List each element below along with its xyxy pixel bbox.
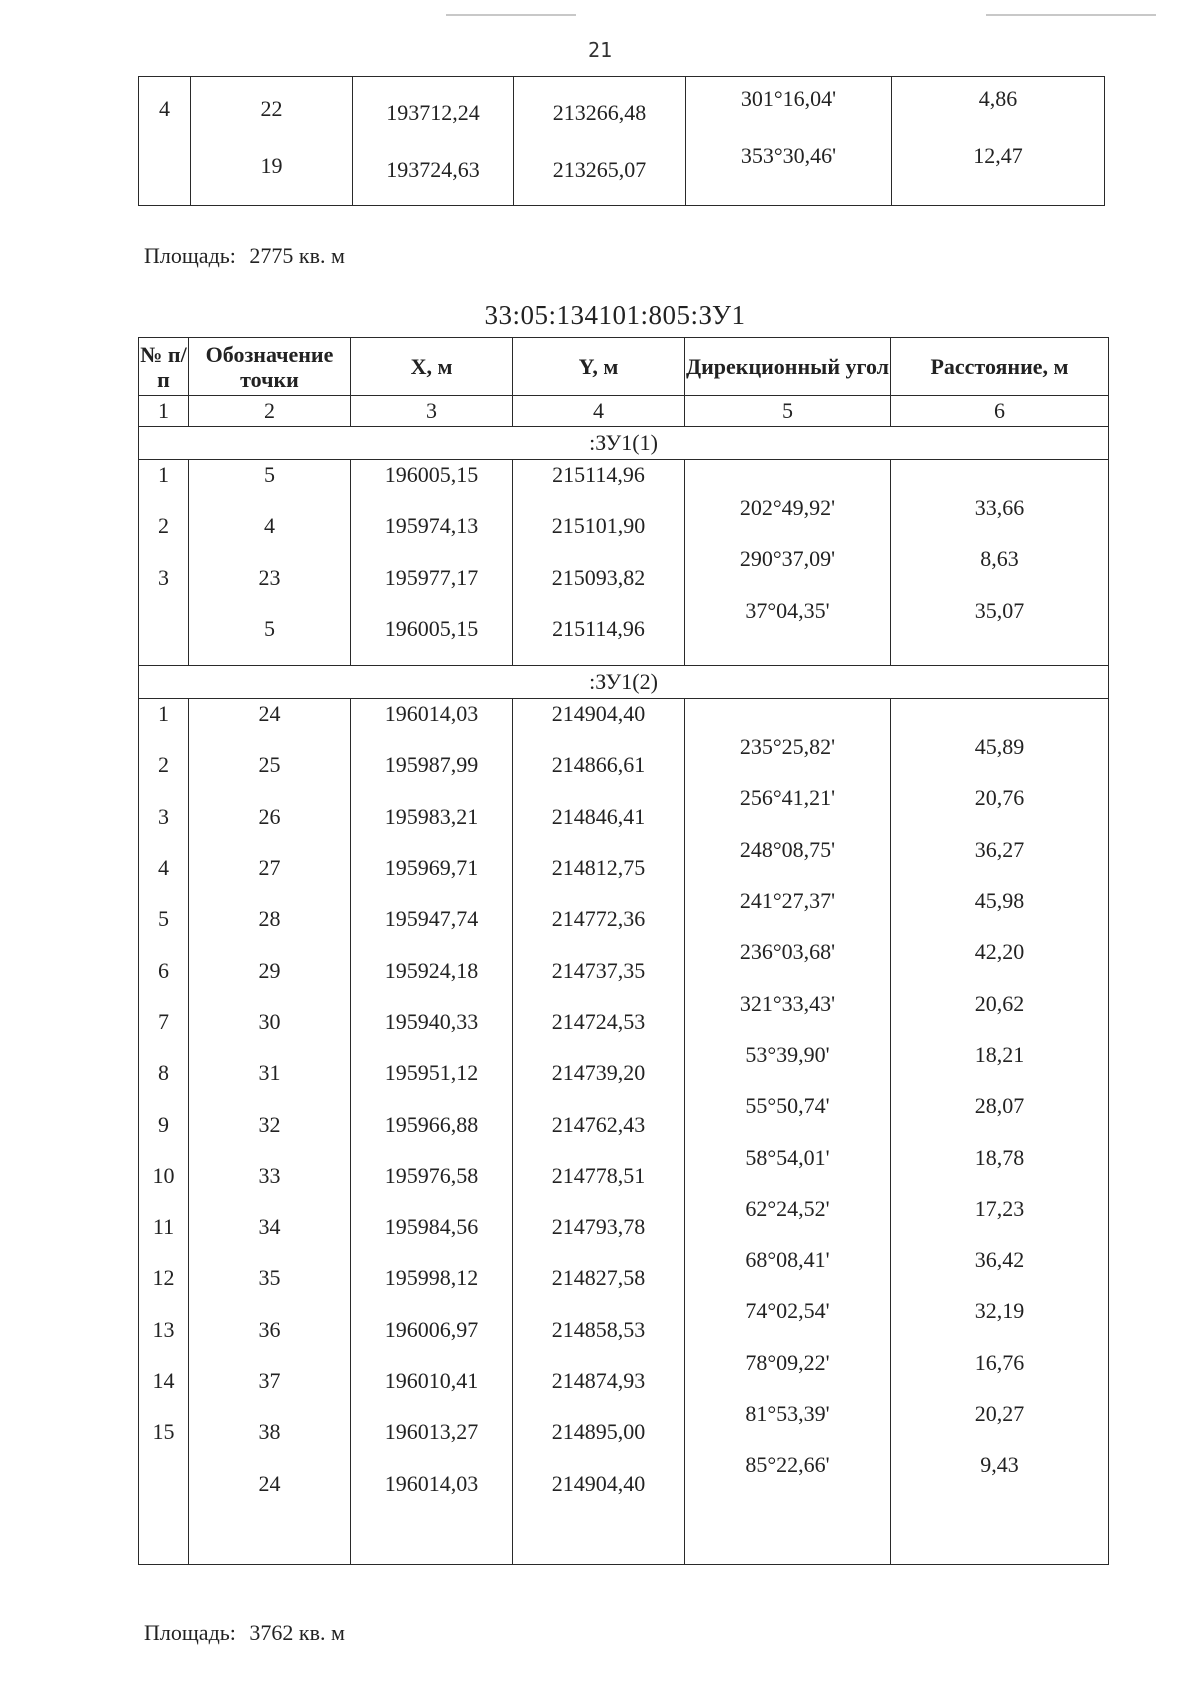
point-column (191, 77, 353, 206)
table-cell: 202°49,92' (739, 495, 836, 520)
table-cell: 18,21 (974, 1041, 1025, 1067)
table-cell: 45,89 (974, 734, 1025, 760)
table-cell: 215114,96 (552, 462, 645, 487)
table-cell: 55°50,74' (745, 1093, 830, 1119)
table-cell: 5 (158, 906, 169, 932)
table-cell: 35 (258, 1265, 281, 1291)
table-cell: 2 (158, 513, 169, 539)
table-cell (139, 144, 190, 201)
table-cell: 195987,99 (384, 752, 479, 778)
group-label: :ЗУ1(1) (139, 427, 1109, 460)
seq-column (139, 460, 189, 666)
table-cell: 195947,74 (384, 906, 479, 932)
table-cell: 214737,35 (551, 957, 646, 983)
x-column (353, 77, 514, 206)
table-cell: 196014,03 (384, 701, 479, 727)
table-cell: 215101,90 (551, 513, 646, 539)
table-cell: 214762,43 (551, 1111, 646, 1137)
table-cell: 256°41,21' (739, 785, 836, 811)
table-cell: 193724,63 (386, 157, 480, 182)
table-cell: 2 (158, 752, 169, 778)
table-cell: 196013,27 (384, 1419, 479, 1445)
area-label: Площадь: (144, 243, 236, 268)
distance-column (892, 77, 1105, 206)
table-cell: 15 (152, 1419, 175, 1445)
table-cell: 215114,96 (552, 615, 645, 641)
table-cell: 12,47 (973, 143, 1023, 168)
header-y: Y, м (513, 338, 685, 396)
table-cell (139, 1469, 188, 1520)
header-distance: Расстояние, м (891, 338, 1109, 396)
table-cell: 4,86 (978, 86, 1018, 111)
area-line-2 (144, 1620, 345, 1646)
table-cell: 214739,20 (551, 1060, 646, 1086)
col-index: 6 (891, 396, 1109, 427)
table-cell: 31 (258, 1060, 281, 1086)
table-cell: 28,07 (974, 1093, 1025, 1119)
point-column (189, 460, 351, 666)
table-cell: 37°04,35' (745, 597, 830, 623)
table-cell: 14 (152, 1368, 175, 1394)
table-cell: 195976,58 (384, 1162, 479, 1188)
table-cell: 22 (260, 96, 283, 121)
table-cell: 215093,82 (551, 564, 646, 590)
table-cell: 195951,12 (384, 1060, 479, 1086)
page-number: 21 (587, 38, 613, 62)
table-cell: 32 (258, 1111, 281, 1137)
table-cell: 7 (158, 1008, 169, 1034)
table-cell: 74°02,54' (745, 1298, 830, 1324)
table-cell: 321°33,43' (739, 990, 836, 1016)
table-cell: 214866,61 (551, 752, 646, 778)
area-label: Площадь: (144, 1620, 236, 1645)
table-cell: 37 (258, 1368, 281, 1394)
column-index-row (139, 396, 1109, 427)
table-cell: 24 (258, 701, 281, 727)
header-point: Обозначение точки (189, 338, 351, 396)
area-value: 3762 кв. м (249, 1620, 345, 1645)
group-header-row (139, 427, 1109, 460)
table-cell: 195924,18 (384, 957, 479, 983)
table-cell: 353°30,46' (740, 143, 837, 168)
table-cell: 195966,88 (384, 1111, 479, 1137)
table-cell: 214858,53 (551, 1316, 646, 1342)
table-cell: 195974,13 (384, 513, 479, 539)
scan-artifact (446, 14, 576, 16)
coordinates-table (138, 337, 1109, 1565)
table-cell: 85°22,66' (745, 1452, 830, 1478)
header-x: X, м (351, 338, 513, 396)
table-cell: 29 (258, 957, 281, 983)
table-cell: 213265,07 (552, 157, 647, 182)
table-cell: 195969,71 (384, 855, 479, 881)
x-column (351, 460, 513, 666)
col-index: 5 (685, 396, 891, 427)
table-cell: 8 (158, 1060, 169, 1086)
table-cell: 214874,93 (551, 1368, 646, 1394)
group-2-rows (139, 699, 1109, 1565)
table-cell: 196014,03 (384, 1470, 479, 1496)
table-cell: 23 (258, 564, 281, 590)
header-seq: № п/п (139, 338, 189, 396)
table-cell: 195984,56 (384, 1214, 479, 1240)
table-cell: 16,76 (974, 1349, 1025, 1375)
table-cell: 53°39,90' (745, 1041, 830, 1067)
scan-artifact (986, 14, 1156, 16)
table-cell: 196010,41 (384, 1368, 479, 1394)
table-cell: 290°37,09' (739, 546, 836, 572)
seq-column (139, 699, 189, 1565)
table-cell: 213266,48 (552, 100, 647, 125)
table-cell: 214724,53 (551, 1008, 646, 1034)
table-cell: 195983,21 (384, 803, 479, 829)
table-cell: 248°08,75' (739, 836, 836, 862)
point-column (189, 699, 351, 1565)
table-cell: 78°09,22' (745, 1349, 830, 1375)
y-column (513, 460, 685, 666)
angle-column (685, 460, 891, 666)
table-cell: 36,42 (974, 1247, 1025, 1273)
table-title: 33:05:134101:805:ЗУ1 (484, 300, 746, 330)
table-cell: 8,63 (980, 546, 1019, 572)
group-header-row (139, 666, 1109, 699)
table-cell: 195940,33 (384, 1008, 479, 1034)
y-column (513, 699, 685, 1565)
table-cell (139, 614, 188, 665)
table-cell: 195998,12 (384, 1265, 479, 1291)
table-cell: 35,07 (974, 597, 1025, 623)
area-line-1 (144, 243, 345, 269)
distance-column (891, 699, 1109, 1565)
table-cell: 33,66 (974, 495, 1025, 520)
table-cell: 214812,75 (551, 855, 646, 881)
table-cell: 4 (158, 855, 169, 881)
table-cell: 36 (258, 1316, 281, 1342)
table-cell: 1 (158, 701, 169, 727)
table-cell: 3 (158, 803, 169, 829)
table-cell: 4 (264, 513, 275, 539)
table-cell: 24 (258, 1470, 281, 1496)
table-cell: 3 (158, 564, 169, 590)
col-index: 2 (189, 396, 351, 427)
table-cell: 214827,58 (551, 1265, 646, 1291)
table-cell: 5 (264, 462, 275, 487)
table-cell: 25 (258, 752, 281, 778)
table-cell: 36,27 (974, 836, 1025, 862)
table-cell: 81°53,39' (745, 1401, 830, 1427)
y-column (514, 77, 686, 206)
table-cell: 214904,40 (551, 701, 646, 727)
table-cell: 196005,15 (384, 615, 479, 641)
table-cell: 32,19 (974, 1298, 1025, 1324)
table-cell: 196006,97 (384, 1316, 479, 1342)
table-cell: 236°03,68' (739, 939, 836, 965)
table-cell: 33 (258, 1162, 281, 1188)
table-cell: 241°27,37' (739, 888, 836, 914)
table-cell: 20,27 (974, 1401, 1025, 1427)
header-angle: Дирекционный угол (685, 338, 891, 396)
table-cell: 20,62 (974, 990, 1025, 1016)
table-cell: 28 (258, 906, 281, 932)
table-cell: 1 (158, 462, 169, 487)
table-cell: 34 (258, 1214, 281, 1240)
col-index: 3 (351, 396, 513, 427)
table-cell: 17,23 (974, 1195, 1025, 1221)
table-cell: 214895,00 (551, 1419, 646, 1445)
seq-column (139, 77, 191, 206)
table-cell: 214904,40 (551, 1470, 646, 1496)
table-cell: 20,76 (974, 785, 1025, 811)
table-cell: 13 (152, 1316, 175, 1342)
header-row (139, 338, 1109, 396)
table-cell: 196005,15 (384, 462, 479, 487)
table-cell: 301°16,04' (740, 86, 837, 111)
x-column (351, 699, 513, 1565)
table-cell: 19 (260, 153, 283, 178)
angle-column (685, 699, 891, 1565)
table-cell: 26 (258, 803, 281, 829)
table-cell: 214772,36 (551, 906, 646, 932)
table-cell: 9 (158, 1111, 169, 1137)
table-cell: 62°24,52' (745, 1195, 830, 1221)
table-cell: 38 (258, 1419, 281, 1445)
col-index: 1 (139, 396, 189, 427)
table-cell: 6 (158, 957, 169, 983)
table-cell: 214846,41 (551, 803, 646, 829)
table-cell: 30 (258, 1008, 281, 1034)
col-index: 4 (513, 396, 685, 427)
table-cell: 68°08,41' (745, 1247, 830, 1273)
table-cell: 9,43 (980, 1452, 1019, 1478)
table-cell: 42,20 (974, 939, 1025, 965)
table-cell: 195977,17 (384, 564, 479, 590)
table-cell: 214793,78 (551, 1214, 646, 1240)
table-cell: 45,98 (974, 888, 1025, 914)
distance-column (891, 460, 1109, 666)
table-cell: 27 (258, 855, 281, 881)
table-cell: 235°25,82' (739, 734, 836, 760)
table-cell: 193712,24 (386, 100, 480, 125)
table-cell: 11 (152, 1214, 175, 1240)
table-cell: 4 (159, 96, 170, 121)
table-cell: 58°54,01' (745, 1144, 830, 1170)
table-cell: 5 (264, 615, 275, 641)
continuation-table (138, 76, 1105, 206)
table-cell: 214778,51 (551, 1162, 646, 1188)
group-label: :ЗУ1(2) (139, 666, 1109, 699)
table-cell: 12 (152, 1265, 175, 1291)
area-value: 2775 кв. м (249, 243, 345, 268)
table-cell: 18,78 (974, 1144, 1025, 1170)
angle-column (686, 77, 892, 206)
table-cell: 10 (152, 1162, 175, 1188)
group-1-rows (139, 460, 1109, 666)
